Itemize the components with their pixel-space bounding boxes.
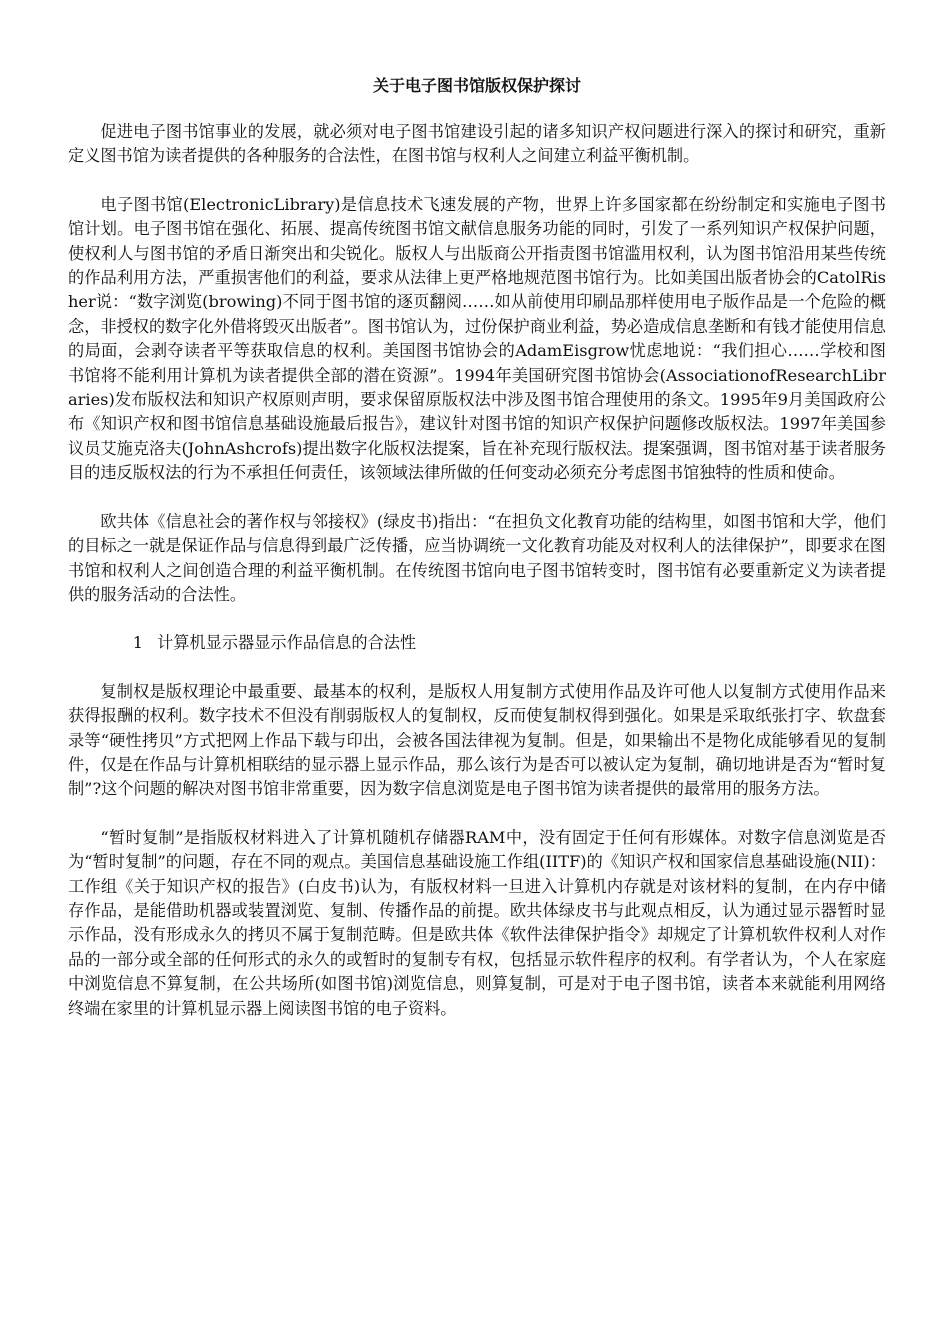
document-page xyxy=(68,74,886,1045)
paragraph-background: 电子图书馆(ElectronicLibrary)是信息技术飞速发展的产物，世界上许多国家都在纷纷制定和实施电子图书馆计划。电子图书馆在强化、拓展、提高传统图书馆文献信息服务功能的同时，引发了一系列知识产权保护问题，使权利人与图书馆的矛盾日渐突出和尖锐化。版权人与出版商公开指责图书馆滥用权利，认为图书馆沿用某些传统的作品利用方法，严重损害他们的利益，要求从法律上更严格地规范图书馆行为。比如美国出版者协会的CatolRisher说：“数字浏览(browing)不同于图书馆的逐页翻阅……如从前使用印刷品那样使用电子版作品是一个危险的概念，非授权的数字化外借将毁灭出版者”。图书馆认为，过份保护商业利益，势必造成信息垄断和有钱才能使用信息的局面，会剥夺读者平等获取信息的权利。美国图书馆协会的AdamEisgrow忧虑地说：“我们担心……学校和图书馆将不能利用计算机为读者提供全部的潜在资源”。1994年美国研究图书馆协会(AssociationofResearchLibraries)发布版权法和知识产权原则声明，要求保留原版权法中涉及图书馆合理使用的条文。1995年9月美国政府公布《知识产权和图书馆信息基础设施最后报告》，建议针对图书馆的知识产权保护问题修改版权法。1997年美国参议员艾施克洛夫(JohnAshcrofs)提出数字化版权法提案，旨在补充现行版权法。提案强调，图书馆对基于读者服务目的违反版权法的行为不承担任何责任，该领域法律所做的任何变动必须充分考虑图书馆独特的性质和使命。 xyxy=(68,194,886,483)
section-heading xyxy=(68,631,886,655)
paragraph-eu-greenbook: 欧共体《信息社会的著作权与邻接权》(绿皮书)指出：“在担负文化教育功能的结构里，如图书馆和大学，他们的目标之一就是保证作品与信息得到最广泛传播，应当协调统一文化教育功能及对权利人的法律保护”，即要求在图书馆和权利人之间创造合理的利益平衡机制。在传统图书馆向电子图书馆转变时，图书馆有必要重新定义为读者提供的服务活动的合法性。 xyxy=(68,511,886,604)
paragraph-reproduction-right: 复制权是版权理论中最重要、最基本的权利，是版权人用复制方式使用作品及许可他人以复制方式使用作品来获得报酬的权利。数字技术不但没有削弱版权人的复制权，反而使复制权得到强化。如果是采取纸张打字、软盘套录等“硬性拷贝”方式把网上作品下载与印出，会被各国法律视为复制。但是，如果输出不是物化成能够看见的复制件，仅是在作品与计算机相联结的显示器上显示作品，那么该行为是否可以被认定为复制，确切地讲是否为“暂时复制”?这个问题的解决对图书馆非常重要，因为数字信息浏览是电子图书馆为读者提供的最常用的服务方法。 xyxy=(68,681,886,799)
document-title: 关于电子图书馆版权保护探讨 xyxy=(372,76,581,95)
section-title: 计算机显示器显示作品信息的合法性 xyxy=(157,633,417,653)
paragraph-intro: 促进电子图书馆事业的发展，就必须对电子图书馆建设引起的诸多知识产权问题进行深入的探讨和研究，重新定义图书馆为读者提供的各种服务的合法性，在图书馆与权利人之间建立利益平衡机制。 xyxy=(68,122,886,166)
paragraph-temporary-copy: “暂时复制”是指版权材料进入了计算机随机存储器RAM中，没有固定于任何有形媒体。对数字信息浏览是否为“暂时复制”的问题，存在不同的观点。美国信息基础设施工作组(IITF)的《知识产权和国家信息基础设施(NII)：工作组《关于知识产权的报告》(白皮书)认为，有版权材料一旦进入计算机内存就是对该材料的复制，在内存中储存作品，是能借助机器或装置浏览、复制、传播作品的前提。欧共体绿皮书与此观点相反，认为通过显示器暂时显示作品，没有形成永久的拷贝不属于复制范畴。但是欧共体《软件法律保护指令》却规定了计算机软件权利人对作品的一部分或全部的任何形式的永久的或暂时的复制专有权，包括显示软件程序的权利。有学者认为，个人在家庭中浏览信息不算复制，在公共场所(如图书馆)浏览信息，则算复制，可是对于电子图书馆，读者本来就能利用网络终端在家里的计算机显示器上阅读图书馆的电子资料。 xyxy=(68,827,886,1018)
section-number: 1 xyxy=(132,633,144,653)
